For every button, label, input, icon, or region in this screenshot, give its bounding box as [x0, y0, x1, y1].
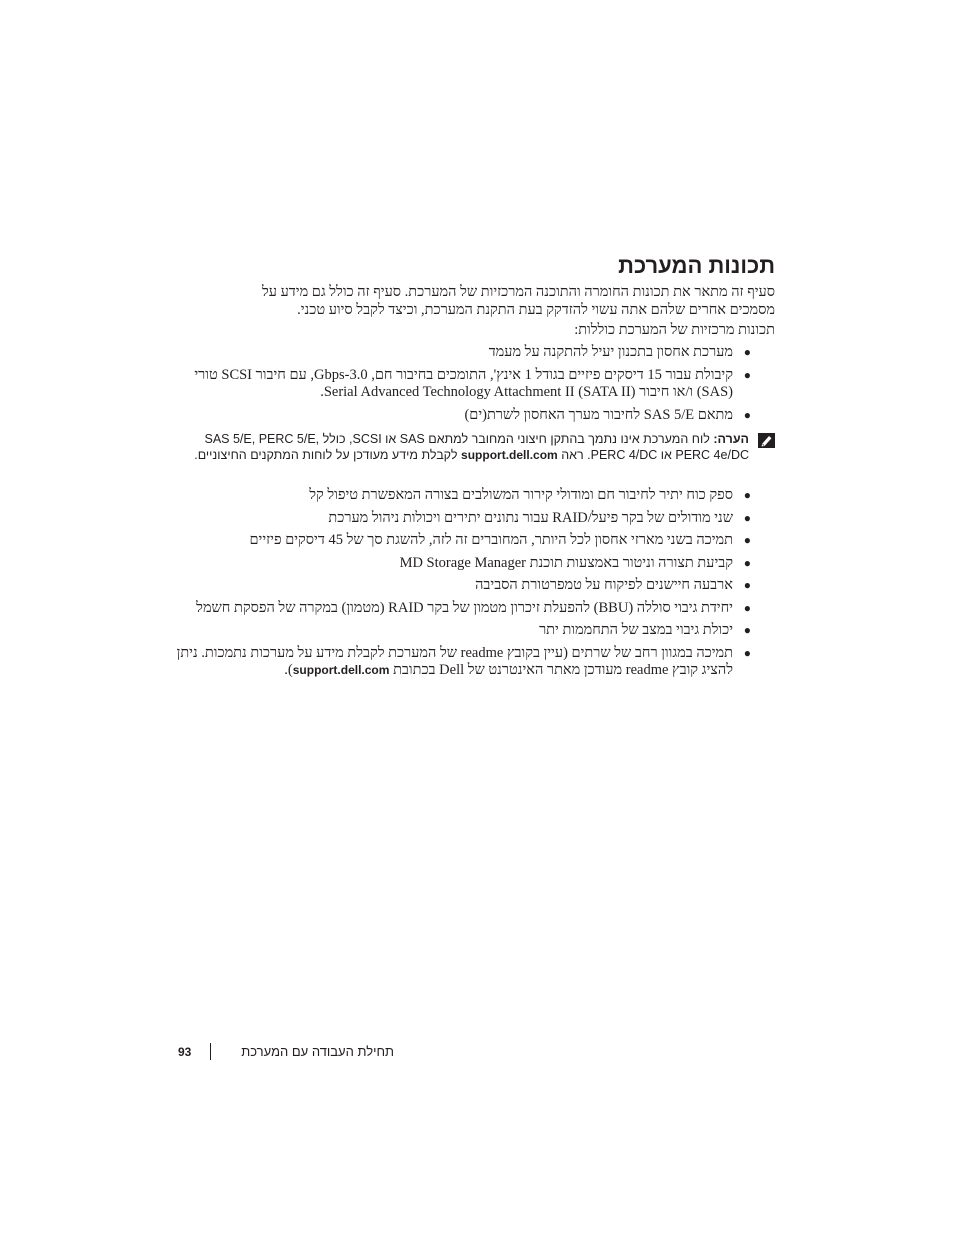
- list-item: ● תמיכה בשני מארזי אחסון לכל היותר, המחוברים זה לזה, להשגת סך של 45 דיסקים פיזיים: [249, 532, 751, 548]
- features-lead: תכונות מרכזיות של המערכת כוללות:: [574, 322, 775, 338]
- intro-paragraph: סעיף זה מתאר את תכונות החומרה והתוכנה המרכזיות של המערכת. סעיף זה כולל גם מידע על מסמכים אחרים שלהם אתה עשוי להזדקק בעת התקנת המערכת, וכיצד לקבל סיוע טכני.: [261, 284, 775, 318]
- note-text: [175, 432, 749, 463]
- bullet-icon: ●: [743, 345, 751, 359]
- list-item: ● מתאם SAS 5/E לחיבור מערך האחסון לשרת(ים): [464, 406, 751, 423]
- list-item: ● תמיכה במגוון רחב של שרתים (עיין בקובץ readme של המערכת לקבלת מידע על מערכות נתמכות. ניתן להציג קובץ readme מעודכן מאתר האינטרנט של Dell בכתובת support.dell.com).: [176, 644, 751, 678]
- bullet-icon: ●: [743, 623, 751, 637]
- list-item: ● יכולת גיבוי במצב של התחממות יתר: [539, 622, 751, 638]
- bullet-icon: ●: [743, 533, 751, 547]
- list-item: ● מערכת אחסון בתכנון יעיל להתקנה על מעמד: [488, 344, 751, 360]
- note-label: הערה:: [713, 432, 749, 446]
- bullet-icon: ●: [743, 578, 751, 592]
- list-item: ● ספק כוח יתיר לחיבור חם ומודולי קירור המשולבים בצורה המאפשרת טיפול קל: [309, 487, 751, 503]
- bullet-icon: ●: [743, 645, 751, 660]
- support-link[interactable]: support.dell.com: [292, 663, 390, 677]
- footer-title: תחילת העבודה עם המערכת: [241, 1044, 394, 1059]
- last-item-text: תמיכה במגוון רחב של שרתים (עיין בקובץ readme של המערכת לקבלת מידע על מערכות נתמכות. ניתן להציג קובץ readme מעודכן מאתר האינטרנט של Dell בכתובת: [176, 644, 733, 678]
- feature-list-top: [175, 344, 775, 429]
- bullet-icon: ●: [743, 407, 751, 422]
- bullet-icon: ●: [743, 510, 751, 525]
- bullet-icon: ●: [743, 367, 751, 382]
- list-item: ● ארבעה חיישנים לפיקוח על טמפרטורת הסביבה: [475, 577, 751, 593]
- pencil-note-icon: [758, 433, 775, 448]
- footer-divider: [210, 1043, 211, 1060]
- note-body: לוח המערכת אינו נתמך בהתקן חיצוני המחובר למתאם SAS או SCSI, כולל SAS 5/E, PERC 5/E, PERC 4e/DC או PERC 4/DC. ראה: [204, 432, 749, 462]
- support-link[interactable]: support.dell.com: [461, 447, 558, 462]
- page-footer: [176, 1043, 396, 1063]
- list-item: ● קביעת תצורה וניטור באמצעות תוכנת MD Storage Manager: [399, 554, 751, 571]
- bullet-icon: ●: [743, 555, 751, 570]
- list-item: ● שני מודולים של בקר פיעל/RAID עבור נתונים יתירים ויכולות ניהול מערכת: [328, 509, 751, 526]
- note-body-end: לקבלת מידע מעודכן על לוחות המתקנים החיצוניים.: [194, 447, 458, 462]
- bullet-icon: ●: [743, 488, 751, 502]
- bullet-icon: ●: [743, 600, 751, 615]
- list-item: ● קיבולת עבור 15 דיסקים פיזיים בגודל 1 אינץ', התומכים בחיבור חם, 3.0-Gbps, עם חיבור SCSI טורי (SAS) ו/או חיבור Serial Advanced Technology Attachment II (SATA II).: [194, 366, 751, 400]
- section-heading: תכונות המערכת: [618, 253, 775, 278]
- feature-list-bottom: [175, 487, 775, 685]
- list-item: ● יחידת גיבוי סוללה (BBU) להפעלת זיכרון מטמון של בקר RAID (מטמון) במקרה של הפסקת חשמל: [196, 599, 751, 616]
- page-number: 93: [178, 1045, 192, 1059]
- note-block: [175, 432, 775, 463]
